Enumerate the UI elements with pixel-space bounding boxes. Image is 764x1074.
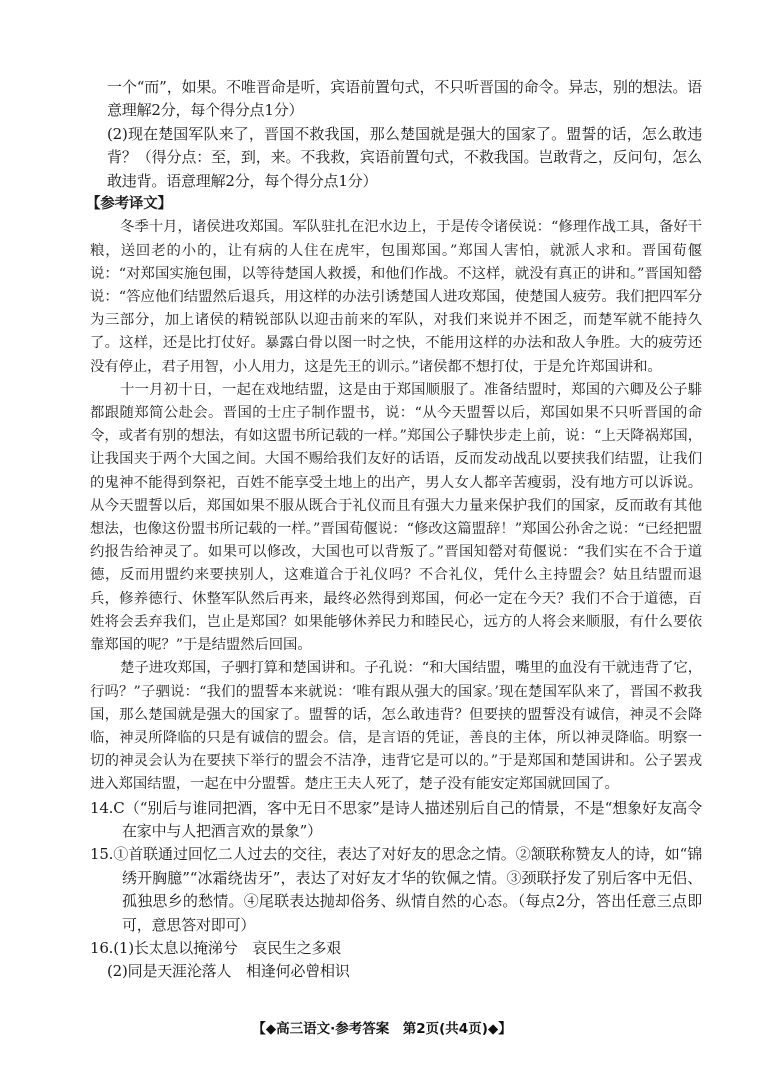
- answer-15: 15.①首联通过回忆二人过去的交往，表达了对好友的思念之情。②颔联称赞友人的诗，如“锦绣开胸臆”“冰霜绕齿牙”，表达了对好友才华的钦佩之情。③颈联抒发了别后客中无侣、孤独思乡的愁情。④尾联表达抛却俗务、纵情自然的心态。（每点2分，答出任意三点即可，意思答对即可）: [90, 845, 702, 934]
- translation-paragraph-2: 十一月初十日，一起在戏地结盟，这是由于郑国顺服了。准备结盟时，郑国的六卿及公子騑都跟随郑简公赴会。晋国的士庄子制作盟书，说：“从今天盟誓以后，郑国如果不只听晋国的命令，或者有别的想法，有如这盟书所记载的一样。”郑国公子騑快步走上前，说：“上天降祸郑国，让我国夹于两个大国之间。大国不赐给我们友好的话语，反而发动战乱以要挟我们结盟，让我们的鬼神不能得到祭祀，百姓不能享受土地上的出产，男人女人都辛苦瘦弱，没有地方可以诉说。从今天盟誓以后，郑国如果不服从既合于礼仪而且有强大力量来保护我们的国家，反而敢有其他想法，也像这份盟书所记载的一样。”晋国荀偃说：“修改这篇盟辞！”郑国公孙舍之说：“已经把盟约报告给神灵了。如果可以修改，大国也可以背叛了。”晋国知罃对荀偃说：“我们实在不合于道德，反而用盟约来要挟别人，这难道合于礼仪吗？不合礼仪，凭什么主持盟会？姑且结盟而退兵，修养德行、休整军队然后再来，最终必然得到郑国，何必一定在今天？我们不合于道德，百姓将会丢弃我们，岂止是郑国？如果能够休养民力和睦民心，远方的人将会来顺服，有什么要依靠郑国的呢？”于是结盟然后回国。: [90, 381, 702, 654]
- answer-13-1-continuation: 一个“而”，如果。不唯晋命是听，宾语前置句式，不只听晋国的命令。异志，别的想法。语意理解2分，每个得分点1分）: [107, 78, 702, 120]
- section-title-reference-translation: 【参考译文】: [86, 196, 172, 213]
- answer-13-2: (2)现在楚国军队来了，晋国不救我国，那么楚国就是强大的国家了。盟誓的话，怎么敢违背？（得分点：至，到，来。不我救，宾语前置句式，不救我国。岂敢背之，反问句，怎么敢违背。语意理解2分，每个得分点1分）: [107, 124, 702, 190]
- reference-translation: [90, 216, 702, 796]
- translation-paragraph-3: 楚子进攻郑国，子驷打算和楚国讲和。子孔说：“和大国结盟，嘴里的血没有干就违背了它，行吗？”子驷说：“我们的盟誓本来就说：‘唯有跟从强大的国家。’现在楚国军队来了，晋国不救我国，那么楚国就是强大的国家了。盟誓的话，怎么敢违背？但要挟的盟誓没有诚信，神灵不会降临，神灵所降临的只是有诚信的盟会。信，是言语的凭证，善良的主体，所以神灵降临。明察一切的神灵会认为在要挟下举行的盟会不洁净，违背它是可以的。”于是郑国和楚国讲和。公子罢戎进入郑国结盟，一起在中分盟誓。楚庄王夫人死了，楚子没有能安定郑国就回国了。: [90, 660, 702, 793]
- answer-14: 14.C（“别后与谁同把酒，客中无日不思家”是诗人描述别后自己的情景，不是“想象好友高令在家中与人把酒言欢的景象”）: [90, 798, 702, 840]
- page-content: [86, 76, 702, 984]
- answer-16-2: (2)同是天涯沦落人 相逢何必曾相识: [107, 962, 350, 981]
- page-footer: 【◆高三语文·参考答案 第2页(共4页)◆】: [252, 1021, 512, 1037]
- answer-16-1: 16.(1)长太息以掩涕兮 哀民生之多艰: [90, 938, 342, 957]
- translation-paragraph-1: 冬季十月，诸侯进攻郑国。军队驻扎在汜水边上，于是传令诸侯说：“修理作战工具，备好干粮，送回老的小的，让有病的人住在虎牢，包围郑国。”郑国人害怕，就派人求和。晋国荀偃说：“对郑国实施包围，以等待楚国人救援，和他们作战。不这样，就没有真正的讲和。”晋国知罃说：“答应他们结盟然后退兵，用这样的办法引诱楚国人进攻郑国，使楚国人疲劳。我们把四军分为三部分，加上诸侯的精锐部队以迎击前来的军队，对我们来说并不困乏，而楚军就不能持久了。这样，还是比打仗好。暴露白骨以图一时之快，不能用这样的办法和敌人争胜。大的疲劳还没有停止，君子用智，小人用力，这是先王的训示。”诸侯都不想打仗，于是允许郑国讲和。: [90, 219, 702, 375]
